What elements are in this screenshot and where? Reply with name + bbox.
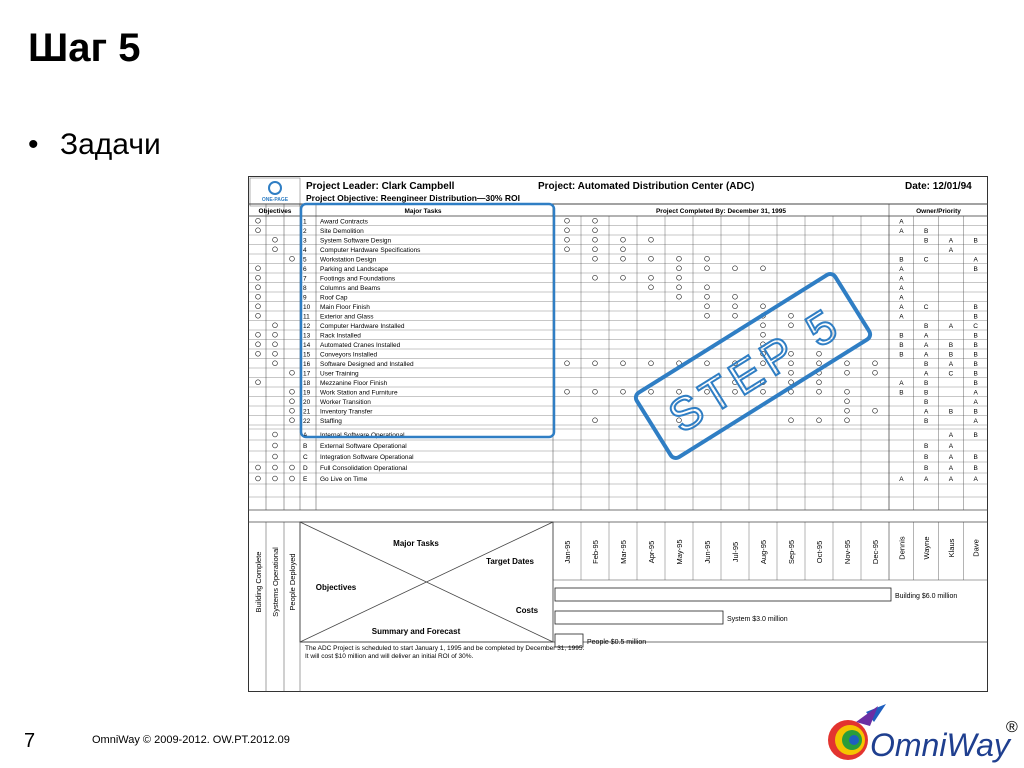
completion-mark bbox=[705, 256, 710, 261]
task-name: Site Demolition bbox=[320, 227, 364, 235]
completion-mark bbox=[256, 351, 261, 356]
major-tasks-header: Major Tasks bbox=[404, 208, 442, 215]
owner-priority: A bbox=[973, 389, 978, 397]
completion-mark bbox=[290, 370, 295, 375]
owner-priority: B bbox=[948, 341, 954, 349]
owner-priority: B bbox=[899, 256, 904, 264]
one-page-plan bbox=[248, 176, 988, 692]
owner-priority: B bbox=[973, 341, 978, 349]
completion-mark bbox=[273, 342, 278, 347]
matrix-target-dates: Target Dates bbox=[486, 557, 534, 566]
owner-priority: B bbox=[973, 313, 978, 321]
task-name: Software Designed and Installed bbox=[320, 360, 414, 368]
task-name: Mezzanine Floor Finish bbox=[320, 379, 388, 387]
completion-mark bbox=[593, 228, 598, 233]
owner-priority: A bbox=[948, 476, 954, 483]
owner-name: Wayne bbox=[922, 536, 932, 560]
subobjective-letter: A bbox=[303, 432, 308, 439]
task-number: 1 bbox=[303, 218, 307, 226]
completion-mark bbox=[290, 408, 295, 413]
owner-priority: A bbox=[899, 275, 904, 283]
step-5-stamp bbox=[634, 272, 873, 460]
task-name: Computer Hardware Specifications bbox=[320, 246, 421, 254]
completed-by-header: Project Completed By: December 31, 1995 bbox=[655, 208, 787, 215]
completion-mark bbox=[873, 370, 878, 375]
completion-mark bbox=[873, 408, 878, 413]
cost-label: System $3.0 million bbox=[727, 616, 788, 623]
task-number: 18 bbox=[303, 379, 311, 387]
matrix-objectives: Objectives bbox=[315, 583, 357, 592]
project-leader: Project Leader: Clark Campbell bbox=[306, 181, 455, 192]
cost-label: Building $6.0 million bbox=[895, 593, 958, 600]
completion-mark bbox=[273, 454, 278, 459]
task-name: Footings and Foundations bbox=[320, 275, 396, 283]
month-label: May-95 bbox=[675, 539, 684, 565]
owner-priority: C bbox=[923, 256, 929, 264]
owner-priority: A bbox=[973, 398, 978, 406]
completion-mark bbox=[621, 256, 626, 261]
completion-mark bbox=[256, 304, 261, 309]
completion-mark bbox=[273, 332, 278, 337]
task-number: 2 bbox=[303, 227, 307, 235]
task-number: 8 bbox=[303, 284, 307, 292]
completion-mark bbox=[705, 294, 710, 299]
owner-priority: B bbox=[973, 465, 978, 472]
task-number: 21 bbox=[303, 408, 311, 416]
completion-mark bbox=[761, 266, 766, 271]
owner-priority: A bbox=[923, 341, 929, 349]
owner-name: Klaus bbox=[946, 538, 956, 558]
owner-priority: A bbox=[923, 332, 929, 340]
owner-priority: A bbox=[899, 284, 904, 292]
project-objective: Project Objective: Reengineer Distribution—30% ROI bbox=[306, 193, 520, 203]
completion-mark bbox=[593, 389, 598, 394]
owner-priority: B bbox=[973, 370, 978, 378]
completion-mark bbox=[273, 361, 278, 366]
owner-priority: A bbox=[899, 265, 904, 273]
owner-priority: A bbox=[948, 237, 954, 245]
subobjective-name: Internal Software Operational bbox=[320, 432, 405, 439]
owner-priority: B bbox=[923, 465, 929, 472]
owner-priority: A bbox=[973, 417, 978, 425]
objective-label: People Deployed bbox=[288, 553, 297, 611]
owner-priority: A bbox=[899, 379, 904, 387]
completion-mark bbox=[733, 313, 738, 318]
completion-mark bbox=[256, 228, 261, 233]
owner-priority: A bbox=[899, 313, 904, 321]
task-number: 7 bbox=[303, 275, 307, 283]
bullet-item bbox=[28, 128, 161, 162]
owner-priority: A bbox=[923, 370, 929, 378]
completion-mark bbox=[733, 294, 738, 299]
owner-priority: B bbox=[923, 237, 929, 245]
completion-mark bbox=[256, 342, 261, 347]
owner-priority: A bbox=[948, 465, 954, 472]
task-name: Worker Transition bbox=[320, 398, 371, 406]
completion-mark bbox=[705, 313, 710, 318]
task-name: Conveyors Installed bbox=[320, 351, 378, 359]
task-number: 22 bbox=[303, 417, 311, 425]
completion-mark bbox=[733, 304, 738, 309]
month-label: Aug-95 bbox=[759, 539, 768, 565]
task-number: 3 bbox=[303, 237, 307, 245]
owner-priority: B bbox=[948, 408, 954, 416]
task-number: 19 bbox=[303, 389, 311, 397]
plan-date: Date: 12/01/94 bbox=[905, 181, 972, 192]
completion-mark bbox=[649, 237, 654, 242]
task-name: Staffing bbox=[320, 417, 342, 425]
stamp-text: STEP 5 bbox=[659, 296, 852, 443]
owner-priority: B bbox=[923, 227, 929, 235]
task-number: 14 bbox=[303, 341, 311, 349]
completion-mark bbox=[677, 266, 682, 271]
subobjective-name: Go Live on Time bbox=[320, 476, 368, 483]
subobjective-name: External Software Operational bbox=[320, 443, 407, 450]
month-label: Feb-95 bbox=[591, 540, 600, 564]
owner-priority: A bbox=[923, 408, 929, 416]
completion-mark bbox=[256, 275, 261, 280]
completion-mark bbox=[817, 361, 822, 366]
completion-mark bbox=[649, 275, 654, 280]
completion-mark bbox=[649, 361, 654, 366]
task-name: Roof Cap bbox=[320, 294, 348, 302]
month-label: Apr-95 bbox=[647, 540, 656, 564]
subobjective-letter: D bbox=[303, 465, 308, 472]
owner-priority: B bbox=[973, 408, 978, 416]
task-name: Inventory Transfer bbox=[320, 408, 373, 416]
owner-priority: B bbox=[923, 322, 929, 330]
bullet-dot: • bbox=[28, 128, 39, 161]
objective-label: Building Complete bbox=[254, 551, 263, 613]
owner-priority: A bbox=[923, 476, 929, 483]
logo-registered-mark: ® bbox=[1006, 719, 1018, 736]
completion-mark bbox=[593, 361, 598, 366]
owner-priority: B bbox=[973, 351, 978, 359]
completion-mark bbox=[565, 361, 570, 366]
owner-priority: B bbox=[973, 379, 978, 387]
task-number: 9 bbox=[303, 294, 307, 302]
matrix-costs: Costs bbox=[515, 606, 539, 615]
owner-priority: A bbox=[948, 432, 954, 439]
owner-priority: B bbox=[973, 360, 978, 368]
task-name: Main Floor Finish bbox=[320, 303, 370, 311]
task-name: System Software Design bbox=[320, 237, 392, 245]
owner-name: Dennis bbox=[897, 536, 907, 560]
completion-mark bbox=[649, 285, 654, 290]
owner-priority: B bbox=[948, 351, 954, 359]
completion-mark bbox=[621, 361, 626, 366]
completion-mark bbox=[290, 399, 295, 404]
completion-mark bbox=[677, 275, 682, 280]
completion-mark bbox=[845, 408, 850, 413]
completion-mark bbox=[705, 266, 710, 271]
completion-mark bbox=[290, 389, 295, 394]
task-number: 11 bbox=[303, 313, 310, 321]
completion-mark bbox=[705, 304, 710, 309]
completion-mark bbox=[565, 228, 570, 233]
completion-mark bbox=[593, 218, 598, 223]
objective-label: Systems Operational bbox=[271, 547, 280, 617]
completion-mark bbox=[256, 266, 261, 271]
owner-priority: A bbox=[948, 443, 954, 450]
completion-mark bbox=[256, 218, 261, 223]
task-name: Exterior and Glass bbox=[320, 313, 374, 321]
owner-priority: A bbox=[899, 218, 904, 226]
completion-mark bbox=[273, 247, 278, 252]
month-label: Jan-95 bbox=[563, 540, 572, 564]
slide-title: Шаг 5 bbox=[28, 26, 141, 70]
completion-mark bbox=[873, 361, 878, 366]
completion-mark bbox=[256, 332, 261, 337]
completion-mark bbox=[761, 304, 766, 309]
owner-priority: A bbox=[923, 351, 929, 359]
month-label: Jul-95 bbox=[731, 541, 740, 563]
owner-priority: A bbox=[948, 322, 954, 330]
completion-mark bbox=[649, 389, 654, 394]
owner-priority: B bbox=[973, 303, 978, 311]
completion-mark bbox=[733, 266, 738, 271]
completion-mark bbox=[256, 476, 261, 481]
owner-priority: A bbox=[899, 227, 904, 235]
task-number: 17 bbox=[303, 370, 311, 378]
completion-mark bbox=[273, 476, 278, 481]
completion-mark bbox=[593, 275, 598, 280]
cost-bar bbox=[555, 588, 891, 601]
task-name: Columns and Beams bbox=[320, 284, 381, 292]
owner-priority: B bbox=[973, 332, 978, 340]
owner-priority: B bbox=[899, 389, 904, 397]
completion-mark bbox=[621, 237, 626, 242]
completion-mark bbox=[256, 380, 261, 385]
task-number: 6 bbox=[303, 265, 307, 273]
owner-priority: A bbox=[948, 454, 954, 461]
project-name: Project: Automated Distribution Center (ADC) bbox=[538, 181, 755, 192]
owner-priority: C bbox=[923, 303, 929, 311]
completion-mark bbox=[649, 256, 654, 261]
task-number: 4 bbox=[303, 246, 307, 254]
task-number: 16 bbox=[303, 360, 311, 368]
month-label: Dec-95 bbox=[871, 539, 880, 565]
completion-mark bbox=[845, 361, 850, 366]
task-name: Rack Installed bbox=[320, 332, 361, 340]
month-label: Nov-95 bbox=[843, 539, 852, 565]
owner-name: Dave bbox=[971, 539, 981, 557]
completion-mark bbox=[290, 476, 295, 481]
owner-priority: B bbox=[923, 417, 929, 425]
month-label: Sep-95 bbox=[787, 539, 796, 565]
owner-priority: C bbox=[973, 322, 978, 330]
task-name: User Training bbox=[320, 370, 359, 378]
owner-priority: B bbox=[973, 237, 978, 245]
completion-mark bbox=[593, 256, 598, 261]
owner-priority-header: Owner/Priority bbox=[916, 208, 961, 215]
page-number: 7 bbox=[24, 730, 36, 752]
completion-mark bbox=[621, 389, 626, 394]
cost-label: People $0.5 million bbox=[587, 639, 647, 646]
owner-priority: C bbox=[948, 370, 954, 378]
summary-line: The ADC Project is scheduled to start January 1, 1995 and be completed by December 31, 1995. bbox=[305, 645, 585, 652]
subobjective-letter: C bbox=[303, 454, 308, 461]
owner-priority: B bbox=[923, 389, 929, 397]
completion-mark bbox=[290, 418, 295, 423]
completion-mark bbox=[593, 418, 598, 423]
completion-mark bbox=[273, 465, 278, 470]
bullet-text: Задачи bbox=[60, 128, 161, 161]
completion-mark bbox=[705, 361, 710, 366]
objectives-header: Objectives bbox=[258, 208, 292, 215]
completion-mark bbox=[845, 370, 850, 375]
task-number: 5 bbox=[303, 256, 307, 264]
owner-priority: A bbox=[899, 294, 904, 302]
owner-priority: A bbox=[899, 476, 904, 483]
plan-content bbox=[254, 181, 981, 660]
omniway-logo bbox=[826, 700, 1024, 768]
task-name: Automated Cranes Installed bbox=[320, 341, 401, 349]
completion-mark bbox=[256, 313, 261, 318]
owner-priority: B bbox=[973, 265, 978, 273]
owner-priority: A bbox=[948, 246, 954, 254]
cost-bar bbox=[555, 611, 723, 624]
footer-copyright: OmniWay © 2009-2012. OW.PT.2012.09 bbox=[92, 734, 290, 746]
completion-mark bbox=[290, 465, 295, 470]
owner-priority: B bbox=[923, 398, 929, 406]
owner-priority: A bbox=[948, 360, 954, 368]
completion-mark bbox=[256, 465, 261, 470]
subobjective-letter: E bbox=[303, 476, 308, 483]
completion-mark bbox=[621, 247, 626, 252]
owner-priority: B bbox=[973, 432, 978, 439]
subobjective-name: Full Consolidation Operational bbox=[320, 465, 408, 472]
completion-mark bbox=[273, 323, 278, 328]
completion-mark bbox=[817, 380, 822, 385]
task-name: Parking and Landscape bbox=[320, 265, 389, 273]
completion-mark bbox=[761, 323, 766, 328]
completion-mark bbox=[256, 294, 261, 299]
month-label: Jun-95 bbox=[703, 540, 712, 564]
task-number: 13 bbox=[303, 332, 311, 340]
summary-line: It will cost $10 million and will deliver an initial ROI of 30%. bbox=[305, 653, 474, 660]
matrix-summary: Summary and Forecast bbox=[371, 627, 461, 636]
completion-mark bbox=[817, 389, 822, 394]
task-number: 10 bbox=[303, 303, 311, 311]
completion-mark bbox=[621, 275, 626, 280]
plan-logo-text: ONE-PAGE bbox=[261, 197, 289, 203]
task-number: 12 bbox=[303, 322, 311, 330]
subobjective-letter: B bbox=[303, 443, 308, 450]
completion-mark bbox=[273, 432, 278, 437]
owner-priority: A bbox=[973, 256, 978, 264]
month-label: Mar-95 bbox=[619, 540, 628, 564]
completion-mark bbox=[845, 399, 850, 404]
subobjective-name: Integration Software Operational bbox=[320, 454, 414, 461]
completion-mark bbox=[273, 351, 278, 356]
completion-mark bbox=[677, 294, 682, 299]
matrix-major-tasks: Major Tasks bbox=[393, 539, 439, 548]
owner-priority: B bbox=[923, 443, 929, 450]
task-name: Workstation Design bbox=[320, 256, 377, 264]
task-name: Computer Hardware Installed bbox=[320, 322, 405, 330]
completion-mark bbox=[677, 256, 682, 261]
completion-mark bbox=[565, 247, 570, 252]
completion-mark bbox=[273, 443, 278, 448]
completion-mark bbox=[677, 285, 682, 290]
completion-mark bbox=[817, 418, 822, 423]
owner-priority: B bbox=[923, 379, 929, 387]
owner-priority: B bbox=[923, 454, 929, 461]
completion-mark bbox=[256, 285, 261, 290]
completion-mark bbox=[845, 418, 850, 423]
plan-logo-icon bbox=[269, 182, 281, 194]
task-name: Award Contracts bbox=[320, 218, 368, 226]
task-name: Work Station and Furniture bbox=[320, 389, 398, 397]
completion-mark bbox=[565, 389, 570, 394]
owner-priority: B bbox=[973, 454, 978, 461]
owner-priority: A bbox=[899, 303, 904, 311]
month-label: Oct-95 bbox=[815, 540, 824, 564]
owner-priority: B bbox=[899, 341, 904, 349]
task-number: 20 bbox=[303, 398, 311, 406]
completion-mark bbox=[705, 285, 710, 290]
completion-mark bbox=[565, 237, 570, 242]
completion-mark bbox=[593, 237, 598, 242]
task-number: 15 bbox=[303, 351, 311, 359]
owner-priority: B bbox=[899, 332, 904, 340]
completion-mark bbox=[789, 418, 794, 423]
owner-priority: B bbox=[923, 360, 929, 368]
completion-mark bbox=[273, 237, 278, 242]
completion-mark bbox=[593, 247, 598, 252]
completion-mark bbox=[565, 218, 570, 223]
omniway-logo-text: OmniWay bbox=[870, 727, 1010, 763]
completion-mark bbox=[290, 256, 295, 261]
owner-priority: A bbox=[973, 476, 978, 483]
owner-priority: B bbox=[899, 351, 904, 359]
completion-mark bbox=[845, 389, 850, 394]
